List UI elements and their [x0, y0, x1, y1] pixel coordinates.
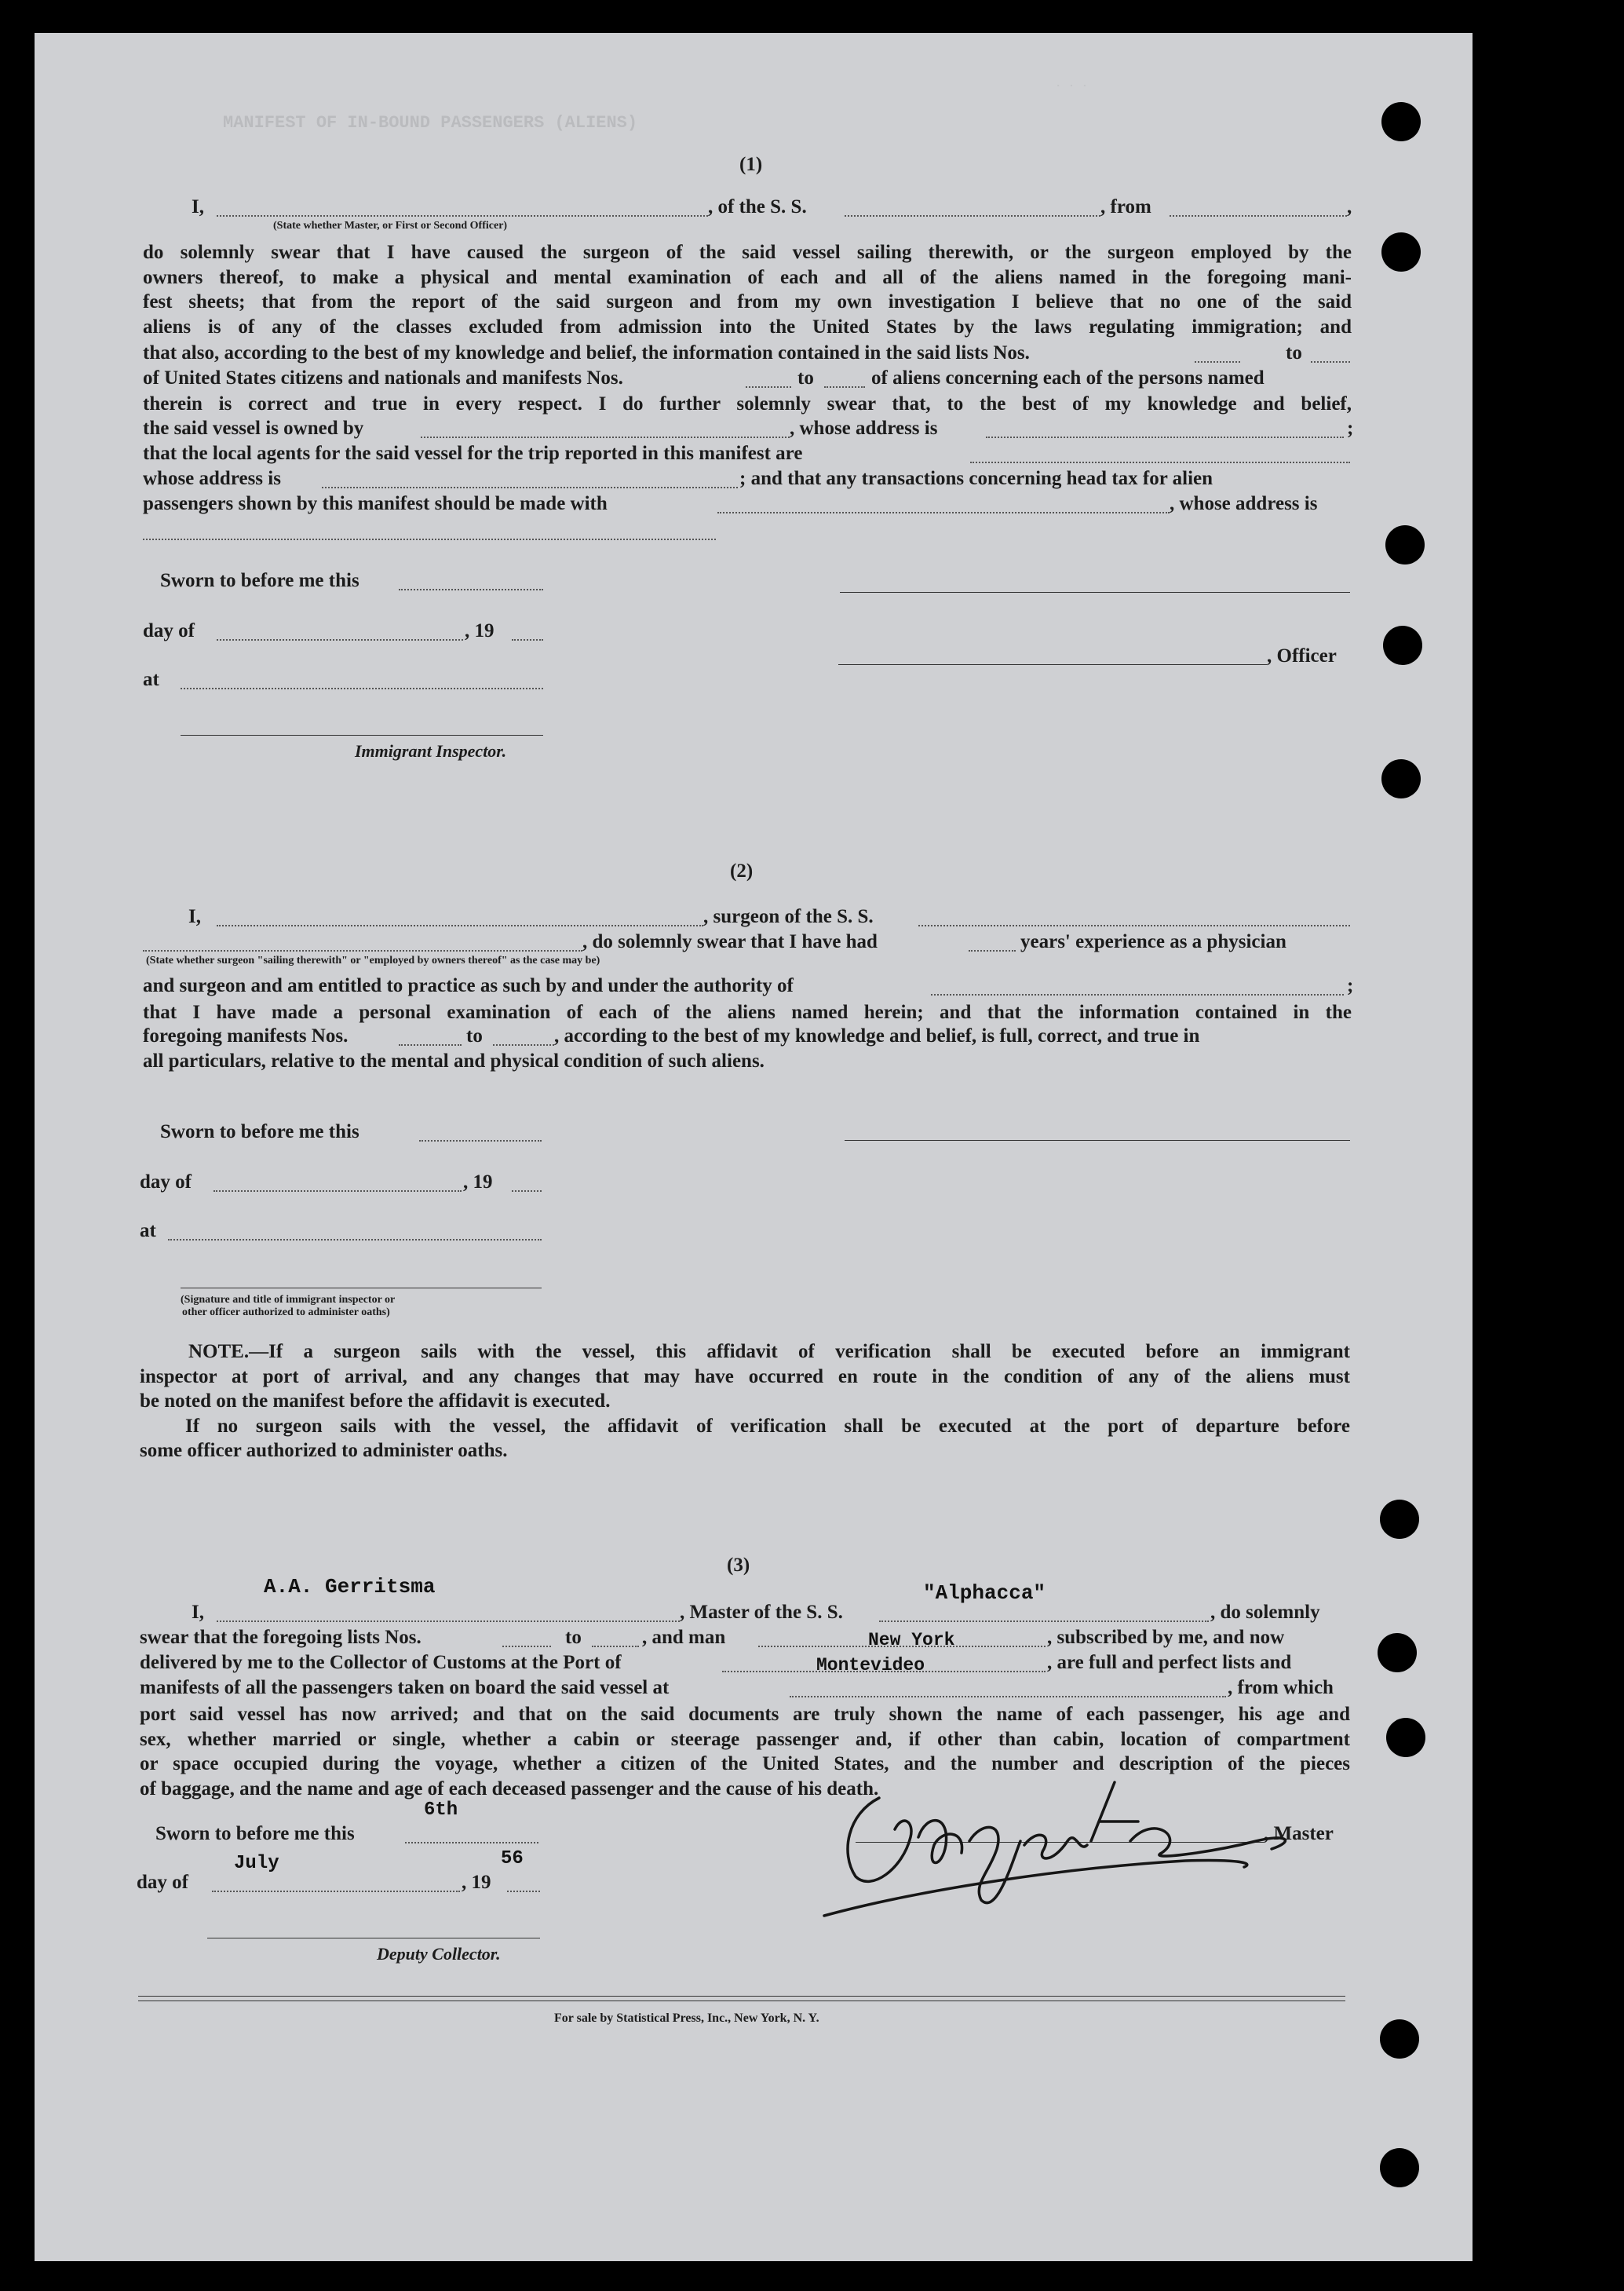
binder-hole	[1385, 525, 1425, 565]
sworn-year-typed: 56	[501, 1848, 524, 1869]
s1-i: I,	[192, 196, 204, 217]
s1-l7: therein is correct and true in every respect. I do further solemnly swear that, to the best of my knowledge and belief,	[143, 393, 1352, 415]
s3-l3a: delivered by me to the Collector of Customs at the Port of	[140, 1652, 622, 1673]
authority-blank	[931, 994, 1344, 996]
s1-line: aliens is of any of the classes excluded from admission into the United States by the laws regulating immigration; and	[143, 316, 1352, 338]
s1-officer: , Officer	[1267, 645, 1337, 667]
officer-sig-line-1	[840, 592, 1350, 593]
s1-l8c: ;	[1347, 418, 1354, 439]
s1-line: owners thereof, to make a physical and mental examination of each and all of the aliens named in the foregoing mani-	[143, 266, 1352, 288]
surgeon-sig-line	[845, 1140, 1350, 1141]
blank	[746, 386, 791, 388]
ghost-marks: · · ·	[1055, 80, 1089, 93]
s2-day-of: day of	[140, 1171, 192, 1193]
s3-line: sex, whether married or single, whether a cabin or steerage passenger and, if other than cabin, location of compartment	[140, 1728, 1350, 1750]
s1-of-ss: , of the S. S.	[708, 196, 807, 217]
blank	[493, 1044, 554, 1046]
s1-inspector: Immigrant Inspector.	[355, 741, 507, 761]
s2-note: (State whether surgeon "sailing therewith" or "employed by owners thereof" as the case may be)	[146, 955, 600, 966]
s2-sworn: Sworn to before me this	[160, 1121, 359, 1142]
blank	[168, 1239, 542, 1241]
s3-solemnly: , do solemnly	[1210, 1602, 1320, 1623]
s1-l11b: , whose address is	[1170, 493, 1318, 514]
s1-day-of: day of	[143, 620, 195, 641]
s3-master: , Master	[1264, 1823, 1334, 1844]
s2-l5c: , according to the best of my knowledge and belief, is full, correct, and true in	[554, 1025, 1200, 1047]
binder-hole	[1383, 626, 1422, 665]
inspector-line	[181, 735, 543, 736]
binder-hole	[1378, 1633, 1417, 1672]
s1-year: , 19	[465, 620, 494, 641]
s1-line: do solemnly swear that I have caused the surgeon of the said vessel sailing therewith, or the surgeon employed by the	[143, 242, 1352, 263]
s1-l5a: that also, according to the best of my knowledge and belief, the information contained in the said lists Nos.	[143, 342, 1030, 364]
s2-l5b: to	[466, 1025, 483, 1047]
years-blank	[969, 950, 1016, 952]
binder-hole	[1381, 232, 1421, 272]
ship-blank	[879, 1621, 1209, 1622]
s3-l2b: to	[565, 1627, 582, 1648]
blank	[512, 1190, 542, 1192]
note-line: If no surgeon sails with the vessel, the affidavit of verification shall be executed at the port of departure before	[185, 1415, 1350, 1437]
s1-officer-blank	[217, 215, 708, 217]
sworn-month-typed: July	[234, 1853, 279, 1874]
s1-l8b: , whose address is	[790, 418, 938, 439]
s3-l2c: , and man	[642, 1627, 726, 1648]
blank	[918, 925, 1350, 926]
note-line: NOTE.—If a surgeon sails with the vessel, this affidavit of verification shall be executed before an immigrant	[188, 1341, 1350, 1362]
blank	[592, 1646, 639, 1647]
footer-text: For sale by Statistical Press, Inc., New York, N. Y.	[554, 2011, 819, 2025]
s3-l2d: , subscribed by me, and now	[1047, 1627, 1285, 1648]
blank	[181, 688, 543, 689]
s2-surgeon-of: , surgeon of the S. S.	[703, 906, 874, 927]
blank	[213, 1190, 462, 1192]
agents-address-blank	[322, 487, 738, 488]
s2-i: I,	[188, 906, 201, 927]
binder-hole	[1380, 1500, 1419, 1539]
section-3-number: (3)	[727, 1555, 750, 1576]
s1-l8a: the said vessel is owned by	[143, 418, 364, 439]
note-line: be noted on the manifest before the affidavit is executed.	[140, 1390, 611, 1412]
s2-l4: that I have made a personal examination of each of the aliens named herein; and that the information contained in the	[143, 1002, 1352, 1023]
head-tax-address-blank	[143, 539, 716, 540]
s3-l3b: , are full and perfect lists and	[1047, 1652, 1292, 1673]
s1-l11a: passengers shown by this manifest should be made with	[143, 493, 608, 514]
owner-address-blank	[986, 437, 1344, 438]
blank	[217, 639, 463, 641]
blank	[419, 1140, 542, 1142]
s1-l6a: of United States citizens and nationals and manifests Nos.	[143, 367, 623, 389]
s2-l3b: ;	[1347, 975, 1354, 996]
s2-l2b: years' experience as a physician	[1020, 931, 1286, 952]
officer-sig-line-2	[838, 664, 1267, 665]
blank	[502, 1646, 551, 1647]
sworn-day-typed: 6th	[424, 1800, 458, 1821]
note-line: some officer authorized to administer oaths.	[140, 1440, 508, 1461]
section-2-number: (2)	[730, 860, 754, 882]
s3-l4b: , from which	[1228, 1677, 1334, 1698]
s1-ship-blank	[845, 215, 1100, 217]
ghost-header: MANIFEST OF IN-BOUND PASSENGERS (ALIENS)	[223, 113, 638, 133]
s3-line: of baggage, and the name and age of each deceased passenger and the cause of his death.	[140, 1778, 879, 1800]
master-signature	[816, 1767, 1303, 1931]
s1-l10a: whose address is	[143, 468, 281, 489]
footer-rule-1	[138, 1996, 1345, 1997]
s1-from-blank	[1170, 215, 1347, 217]
s3-line: or space occupied during the voyage, whether a citizen of the United States, and the number and description of the pieces	[140, 1753, 1350, 1774]
s3-i: I,	[192, 1602, 204, 1623]
s2-sig-note-1: (Signature and title of immigrant inspector or	[181, 1294, 396, 1306]
port-typed-2: Montevideo	[816, 1655, 925, 1675]
s3-sworn: Sworn to before me this	[155, 1823, 355, 1844]
blank	[1311, 361, 1350, 363]
s3-collector: Deputy Collector.	[377, 1944, 501, 1964]
s2-l6: all particulars, relative to the mental and physical condition of such aliens.	[143, 1050, 765, 1072]
s2-at: at	[140, 1220, 156, 1241]
s1-at: at	[143, 669, 159, 690]
s1-l6c: of aliens concerning each of the persons named	[871, 367, 1265, 389]
s3-l2a: swear that the foregoing lists Nos.	[140, 1627, 422, 1648]
s3-line: port said vessel has now arrived; and that on the said documents are truly shown the name of each passenger, his age and	[140, 1704, 1350, 1725]
s2-sig-note-2: other officer authorized to administer oaths)	[182, 1306, 390, 1318]
s3-year: , 19	[462, 1872, 491, 1893]
s1-body-2	[143, 392, 1352, 417]
port-typed-1: New York	[868, 1630, 955, 1650]
owner-blank	[421, 437, 790, 438]
s1-comma: ,	[1347, 196, 1352, 217]
blank	[399, 589, 543, 590]
blank	[790, 1696, 1226, 1697]
s3-l4a: manifests of all the passengers taken on board the said vessel at	[140, 1677, 670, 1698]
s1-l9: that the local agents for the said vessel for the trip reported in this manifest are	[143, 443, 803, 464]
blank	[212, 1891, 460, 1892]
agents-blank	[970, 462, 1350, 463]
note-line: inspector at port of arrival, and any changes that may have occurred en route in the condition of any of the aliens must	[140, 1365, 1350, 1387]
s1-from: , from	[1100, 196, 1151, 217]
section-1-number: (1)	[739, 154, 763, 175]
s3-master-of: , Master of the S. S.	[680, 1602, 843, 1623]
s1-l10b: ; and that any transactions concerning head tax for alien	[739, 468, 1213, 489]
s2-year: , 19	[463, 1171, 493, 1193]
s2-l2a: , do solemnly swear that I have had	[582, 931, 878, 952]
s3-day-of: day of	[137, 1872, 188, 1893]
blank	[217, 925, 703, 926]
s1-state-note: (State whether Master, or First or Second Officer)	[273, 220, 508, 232]
blank	[405, 1842, 538, 1843]
s2-body	[143, 1000, 1352, 1025]
s1-l5b: to	[1286, 342, 1302, 364]
blank	[512, 639, 543, 641]
s2-l5a: foregoing manifests Nos.	[143, 1025, 349, 1047]
master-blank	[217, 1621, 680, 1622]
blank	[824, 386, 865, 388]
s2-l3a: and surgeon and am entitled to practice as such by and under the authority of	[143, 975, 794, 996]
blank	[1195, 361, 1240, 363]
binder-hole	[1380, 2148, 1419, 2187]
note-block	[140, 1339, 1350, 1463]
binder-hole	[1381, 759, 1421, 798]
blank	[143, 950, 582, 952]
s1-line: fest sheets; that from the report of the said surgeon and from my own investigation I believe that no one of the said	[143, 291, 1352, 312]
blank	[399, 1044, 462, 1046]
binder-hole	[1386, 1718, 1425, 1757]
s1-body	[143, 240, 1352, 339]
s1-l6b: to	[797, 367, 814, 389]
binder-hole	[1380, 2019, 1419, 2059]
blank	[507, 1891, 540, 1892]
ship-name-typed: "Alphacca"	[923, 1581, 1046, 1605]
binder-hole	[1381, 102, 1421, 141]
s1-sworn: Sworn to before me this	[160, 570, 359, 591]
head-tax-blank	[717, 512, 1170, 513]
master-name-typed: A.A. Gerritsma	[264, 1575, 436, 1599]
